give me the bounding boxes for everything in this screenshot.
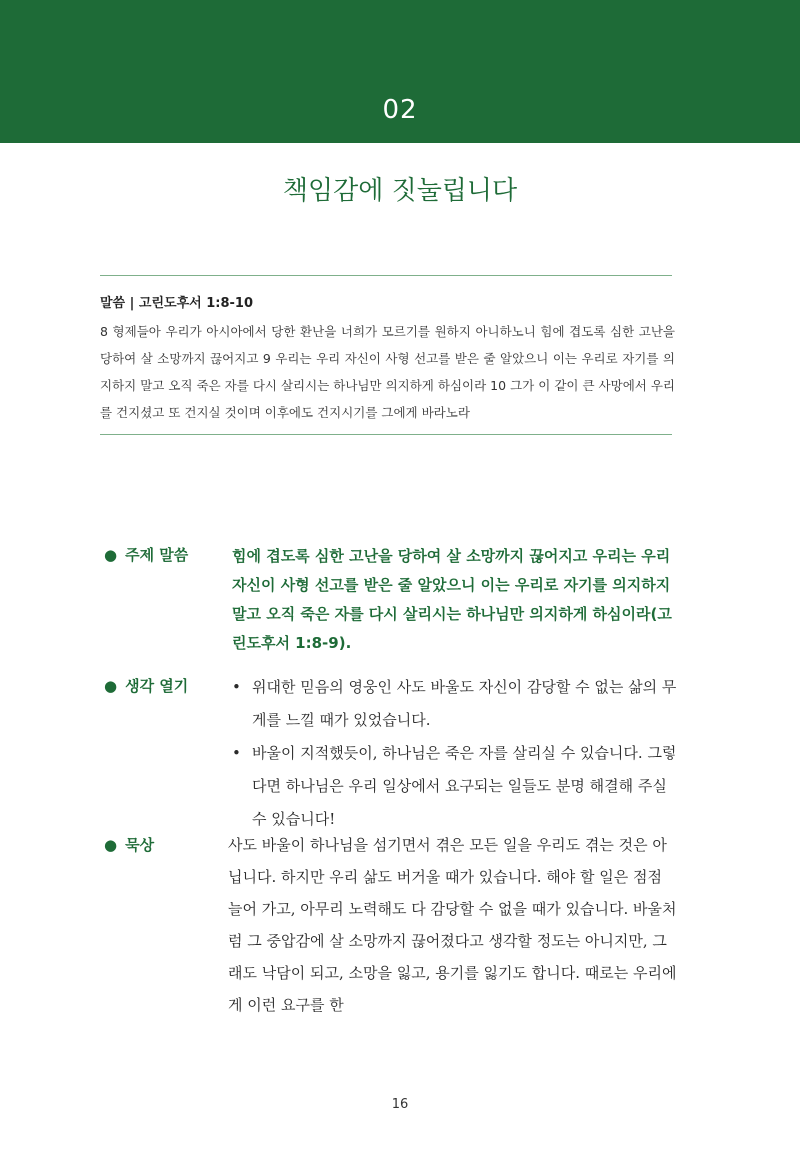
list-item	[228, 737, 680, 836]
theme-section-label	[104, 544, 188, 565]
list-item-text: 위대한 믿음의 영웅인 사도 바울도 자신이 감당할 수 없는 삶의 무게를 느낄 때가 있었습니다.	[252, 678, 677, 729]
theme-label-text: 주제 말씀	[125, 546, 189, 564]
opening-label-text: 생각 열기	[125, 677, 189, 695]
theme-verse: 힘에 겹도록 심한 고난을 당하여 살 소망까지 끊어지고 우리는 우리 자신이 사형 선고를 받은 줄 알았으니 이는 우리로 자기를 의지하지 말고 오직 죽은 자를 다시 살리시는 하나님만 의지하게 하심이라(고린도후서 1:8-9).	[232, 547, 672, 652]
scripture-reference: 말씀 | 고린도후서 1:8-10	[100, 296, 254, 311]
page-title: 책임감에 짓눌립니다	[282, 176, 518, 206]
list-bullet-icon: •	[232, 744, 241, 762]
bullet-icon: ●	[104, 546, 118, 564]
page-number: 16	[391, 1097, 409, 1112]
scripture-text: 8 형제들아 우리가 아시아에서 당한 환난을 너희가 모르기를 원하지 아니하노니 힘에 겹도록 심한 고난을 당하여 살 소망까지 끊어지고 9 우리는 우리 자신이 사형 선고를 받은 줄 알았으니 이는 우리로 자기를 의지하지 말고 오직 죽은 자를 다시 살리시는 하나님만 의지하게 하심이라 10 그가 이 같이 큰 사망에서 우리를 건지셨고 또 건지실 것이며 이후에도 건지시기를 그에게 바라노라	[100, 324, 675, 420]
meditation-label-text: 묵상	[125, 836, 155, 854]
list-bullet-icon: •	[232, 678, 241, 696]
list-item-text: 바울이 지적했듯이, 하나님은 죽은 자를 살리실 수 있습니다. 그렇다면 하나님은 우리 일상에서 요구되는 일들도 분명 해결해 주실 수 있습니다!	[252, 744, 677, 828]
chapter-number: 02	[382, 95, 418, 125]
bullet-icon: ●	[104, 677, 118, 695]
opening-list	[228, 671, 680, 836]
bullet-icon: ●	[104, 836, 118, 854]
list-item	[228, 671, 680, 737]
opening-section-label	[104, 675, 188, 696]
divider-top	[100, 275, 672, 276]
divider-bottom	[100, 434, 672, 435]
meditation-section-label	[104, 834, 154, 855]
meditation-text: 사도 바울이 하나님을 섬기면서 겪은 모든 일을 우리도 겪는 것은 아닙니다. 하지만 우리 삶도 버거울 때가 있습니다. 해야 할 일은 점점 늘어 가고, 아무리 노력해도 다 감당할 수 없을 때가 있습니다. 바울처럼 그 중압감에 살 소망까지 끊어졌다고 생각할 정도는 아니지만, 그래도 낙담이 되고, 소망을 잃고, 용기를 잃기도 합니다. 때로는 우리에게 이런 요구를 한	[228, 836, 677, 1014]
